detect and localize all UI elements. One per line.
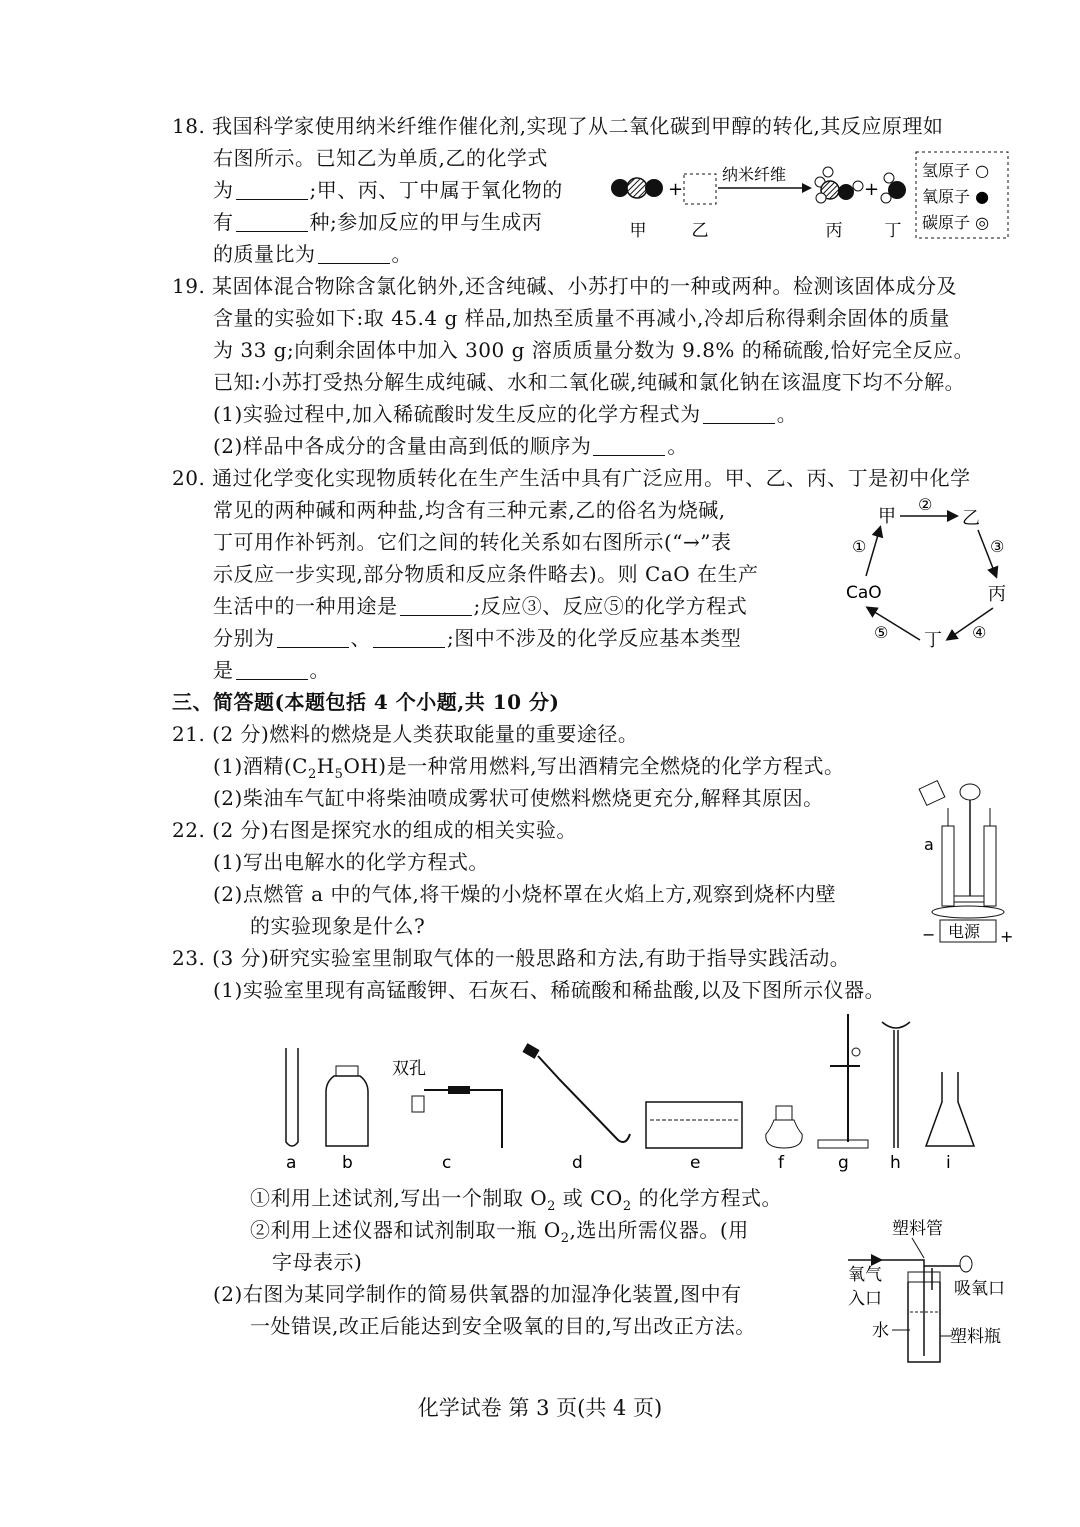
answer-blank <box>318 245 390 264</box>
funnel-bulb <box>960 784 980 800</box>
q23-sub2-a: ②利用上述仪器和试剂制取一瓶 O <box>250 1218 561 1242</box>
page-footer: 化学试卷 第 3 页(共 4 页) <box>417 1396 663 1420</box>
q20-line5-b: ;反应③、反应⑤的化学方程式 <box>473 594 748 618</box>
instrument-label-i: i <box>946 1153 951 1173</box>
q23-sub2-cont: 字母表示) <box>272 1250 363 1274</box>
tube-a-label: a <box>924 835 934 854</box>
molecule-jia <box>611 178 663 198</box>
q23-sub2-b: ,选出所需仪器。(用 <box>569 1218 749 1242</box>
instrument-alcohol-lamp <box>766 1106 802 1148</box>
subscript: 2 <box>307 767 317 782</box>
subscript: 5 <box>334 767 344 782</box>
q19-line6-a: (2)样品中各成分的含量由高到低的顺序为 <box>213 434 592 458</box>
q23-sub1-c: 的化学方程式。 <box>631 1186 782 1210</box>
legend-carbon: 碳原子 ◎ <box>922 213 990 232</box>
oxygen-humidifier-device <box>840 1212 1030 1372</box>
q20-line7 <box>213 656 330 684</box>
instrument-conical-flask <box>926 1072 974 1146</box>
label-yi: 乙 <box>691 221 709 241</box>
label-inlet: 入口 <box>848 1289 882 1309</box>
q19-line1: 19. 某固体混合物除含氯化钠外,还含纯碱、小苏打中的一种或两种。检测该固体成分及 <box>172 274 958 298</box>
q18-line5-a: 的质量比为 <box>213 242 316 266</box>
answer-blank <box>236 213 308 232</box>
q22-line1: 22. (2 分)右图是探究水的组成的相关实验。 <box>172 818 577 842</box>
conversion-cycle-diagram <box>838 494 1028 658</box>
electrolysis-apparatus <box>918 778 1018 946</box>
q20-line6-c: ;图中不涉及的化学反应基本类型 <box>447 626 742 650</box>
q18-line4 <box>213 208 542 236</box>
instrument-label-f: f <box>778 1153 784 1173</box>
label-water: 水 <box>872 1321 889 1341</box>
instrument-test-tube <box>286 1048 298 1146</box>
q18-line3-a: 为 <box>213 178 234 202</box>
answer-blank <box>236 661 308 680</box>
node-cao: CaO <box>846 583 882 603</box>
label-jia: 甲 <box>629 221 647 241</box>
instrument-delivery-tube <box>522 1043 630 1142</box>
instruments-row <box>270 1010 990 1180</box>
q19-line5-a: (1)实验过程中,加入稀硫酸时发生反应的化学方程式为 <box>213 402 701 426</box>
instrument-label-b: b <box>342 1153 353 1173</box>
q21-line3: (2)柴油车气缸中将柴油喷成雾状可使燃料燃烧更充分,解释其原因。 <box>213 786 824 810</box>
step-4: ④ <box>972 623 987 642</box>
q20-line3: 丁可用作补钙剂。它们之间的转化关系如右图所示(“→”表 <box>213 530 732 554</box>
q22-line3: (2)点燃管 a 中的气体,将干燥的小烧杯罩在火焰上方,观察到烧杯内壁 <box>213 882 837 906</box>
instrument-label-h: h <box>890 1153 901 1173</box>
label-ding: 丁 <box>884 221 902 241</box>
tube-a <box>942 826 954 906</box>
node-yi: 乙 <box>962 508 980 529</box>
q19-line6-b: 。 <box>667 434 688 458</box>
instrument-iron-stand <box>818 1014 868 1148</box>
q20-line1: 20. 通过化学变化实现物质转化在生产生活中具有广泛应用。甲、乙、丙、丁是初中化学 <box>172 466 971 490</box>
legend-oxygen: 氧原子 ● <box>922 187 990 206</box>
subscript: 2 <box>560 1231 570 1246</box>
q22-line2: (1)写出电解水的化学方程式。 <box>213 850 489 874</box>
label-bing: 丙 <box>825 221 843 241</box>
q20-line2: 常见的两种碱和两种盐,均含有三种元素,乙的俗名为烧碱, <box>213 498 726 522</box>
q21-line2-c: OH)是一种常用燃料,写出酒精完全燃烧的化学方程式。 <box>343 754 845 778</box>
instrument-label-e: e <box>690 1153 701 1173</box>
instrument-label-a: a <box>286 1153 297 1173</box>
q19-line6 <box>213 432 688 460</box>
label-bottle: 塑料瓶 <box>950 1327 1001 1347</box>
small-beaker <box>919 781 945 806</box>
q19-line5-b: 。 <box>776 402 798 426</box>
answer-blank <box>593 437 665 456</box>
instrument-stopper-tube <box>392 1059 502 1148</box>
molecule-bing <box>815 167 863 203</box>
q18-line3 <box>213 176 563 204</box>
q20-line4: 示反应一步实现,部分物质和反应条件略去)。则 CaO 在生产 <box>213 562 759 586</box>
q20-line6-b: 、 <box>350 626 371 650</box>
q23-sub1-a: ①利用上述试剂,写出一个制取 O <box>250 1186 548 1210</box>
step-1: ① <box>852 537 867 556</box>
node-bing: 丙 <box>988 584 1006 605</box>
q18-line4-b: 种;参加反应的甲与生成丙 <box>309 210 543 234</box>
step-5: ⑤ <box>874 623 889 642</box>
q19-line2: 含量的实验如下:取 45.4 g 样品,加热至质量不再减小,冷却后称得剩余固体的质量 <box>213 306 950 330</box>
molecule-ding <box>881 173 906 203</box>
instrument-label-g: g <box>838 1153 849 1173</box>
answer-blank <box>400 597 472 616</box>
answer-blank <box>277 629 349 648</box>
q21-line2-b: H <box>316 754 335 778</box>
label-outlet: 吸氧口 <box>954 1279 1005 1299</box>
node-ding: 丁 <box>924 630 942 651</box>
label-oxygen: 氧气 <box>848 1265 882 1285</box>
subscript: 2 <box>547 1199 556 1214</box>
reaction-diagram <box>606 150 1011 245</box>
minus-terminal: − <box>922 925 936 944</box>
molecule-yi-box <box>684 174 716 204</box>
answer-blank <box>703 405 775 424</box>
q21-line1: 21. (2 分)燃料的燃烧是人类获取能量的重要途径。 <box>172 722 639 746</box>
tube-b <box>984 826 996 906</box>
q19-line4: 已知:小苏打受热分解生成纯碱、水和二氧化碳,纯碱和氯化钠在该温度下均不分解。 <box>213 370 966 394</box>
instrument-bottle <box>326 1066 368 1146</box>
step-2: ② <box>918 495 933 514</box>
instrument-long-funnel <box>882 1022 910 1148</box>
q20-line6-a: 分别为 <box>213 626 275 650</box>
instrument-label-c: c <box>442 1153 452 1173</box>
section-heading: 三、简答题(本题包括 4 个小题,共 10 分) <box>172 690 560 714</box>
legend-hydrogen: 氢原子 ○ <box>922 161 990 180</box>
plus-terminal: + <box>1000 927 1014 946</box>
node-jia: 甲 <box>878 506 896 527</box>
step-3: ③ <box>990 537 1005 556</box>
instrument-label-d: d <box>572 1153 583 1173</box>
subscript: 2 <box>622 1199 632 1214</box>
q20-line7-b: 。 <box>309 658 330 682</box>
q23-sub1-b: 或 CO <box>555 1186 623 1210</box>
q18-line1: 18. 我国科学家使用纳米纤维作催化剂,实现了从二氧化碳到甲醇的转化,其反应原理如 <box>172 114 944 138</box>
q23-line1: 23. (3 分)研究实验室里制取气体的一般思路和方法,有助于指导实践活动。 <box>172 946 851 970</box>
q18-line2: 右图所示。已知乙为单质,乙的化学式 <box>213 146 548 170</box>
q18-line5-b: 。 <box>391 242 412 266</box>
q18-line5 <box>213 240 412 268</box>
catalyst-label: 纳米纤维 <box>722 165 787 184</box>
q21-line2-a: (1)酒精(C <box>213 754 308 778</box>
q20-line7-a: 是 <box>213 658 234 682</box>
q23-q2-line2: 一处错误,改正后能达到安全吸氧的目的,写出改正方法。 <box>250 1314 756 1338</box>
plus-sign: + <box>864 179 880 200</box>
answer-blank <box>373 629 445 648</box>
q22-line4: 的实验现象是什么? <box>250 914 426 938</box>
instrument-trough <box>646 1102 742 1148</box>
q18-line4-a: 有 <box>213 210 234 234</box>
two-hole-note: 双孔 <box>392 1059 426 1079</box>
q20-line5 <box>213 592 747 620</box>
answer-blank <box>236 181 308 200</box>
label-plastic-tube: 塑料管 <box>892 1219 943 1239</box>
q18-line3-b: ;甲、丙、丁中属于氧化物的 <box>309 178 563 202</box>
q23-line2: (1)实验室里现有高锰酸钾、石灰石、稀硫酸和稀盐酸,以及下图所示仪器。 <box>213 978 886 1002</box>
q20-line5-a: 生活中的一种用途是 <box>213 594 398 618</box>
q20-line6 <box>213 624 741 652</box>
plus-sign: + <box>668 179 684 200</box>
q19-line5 <box>213 400 797 428</box>
q23-q2-line1: (2)右图为某同学制作的简易供氧器的加湿净化装置,图中有 <box>213 1282 742 1306</box>
q19-line3: 为 33 g;向剩余固体中加入 300 g 溶质质量分数为 9.8% 的稀硫酸,恰好完全反应。 <box>213 338 975 362</box>
power-label: 电源 <box>948 922 981 941</box>
